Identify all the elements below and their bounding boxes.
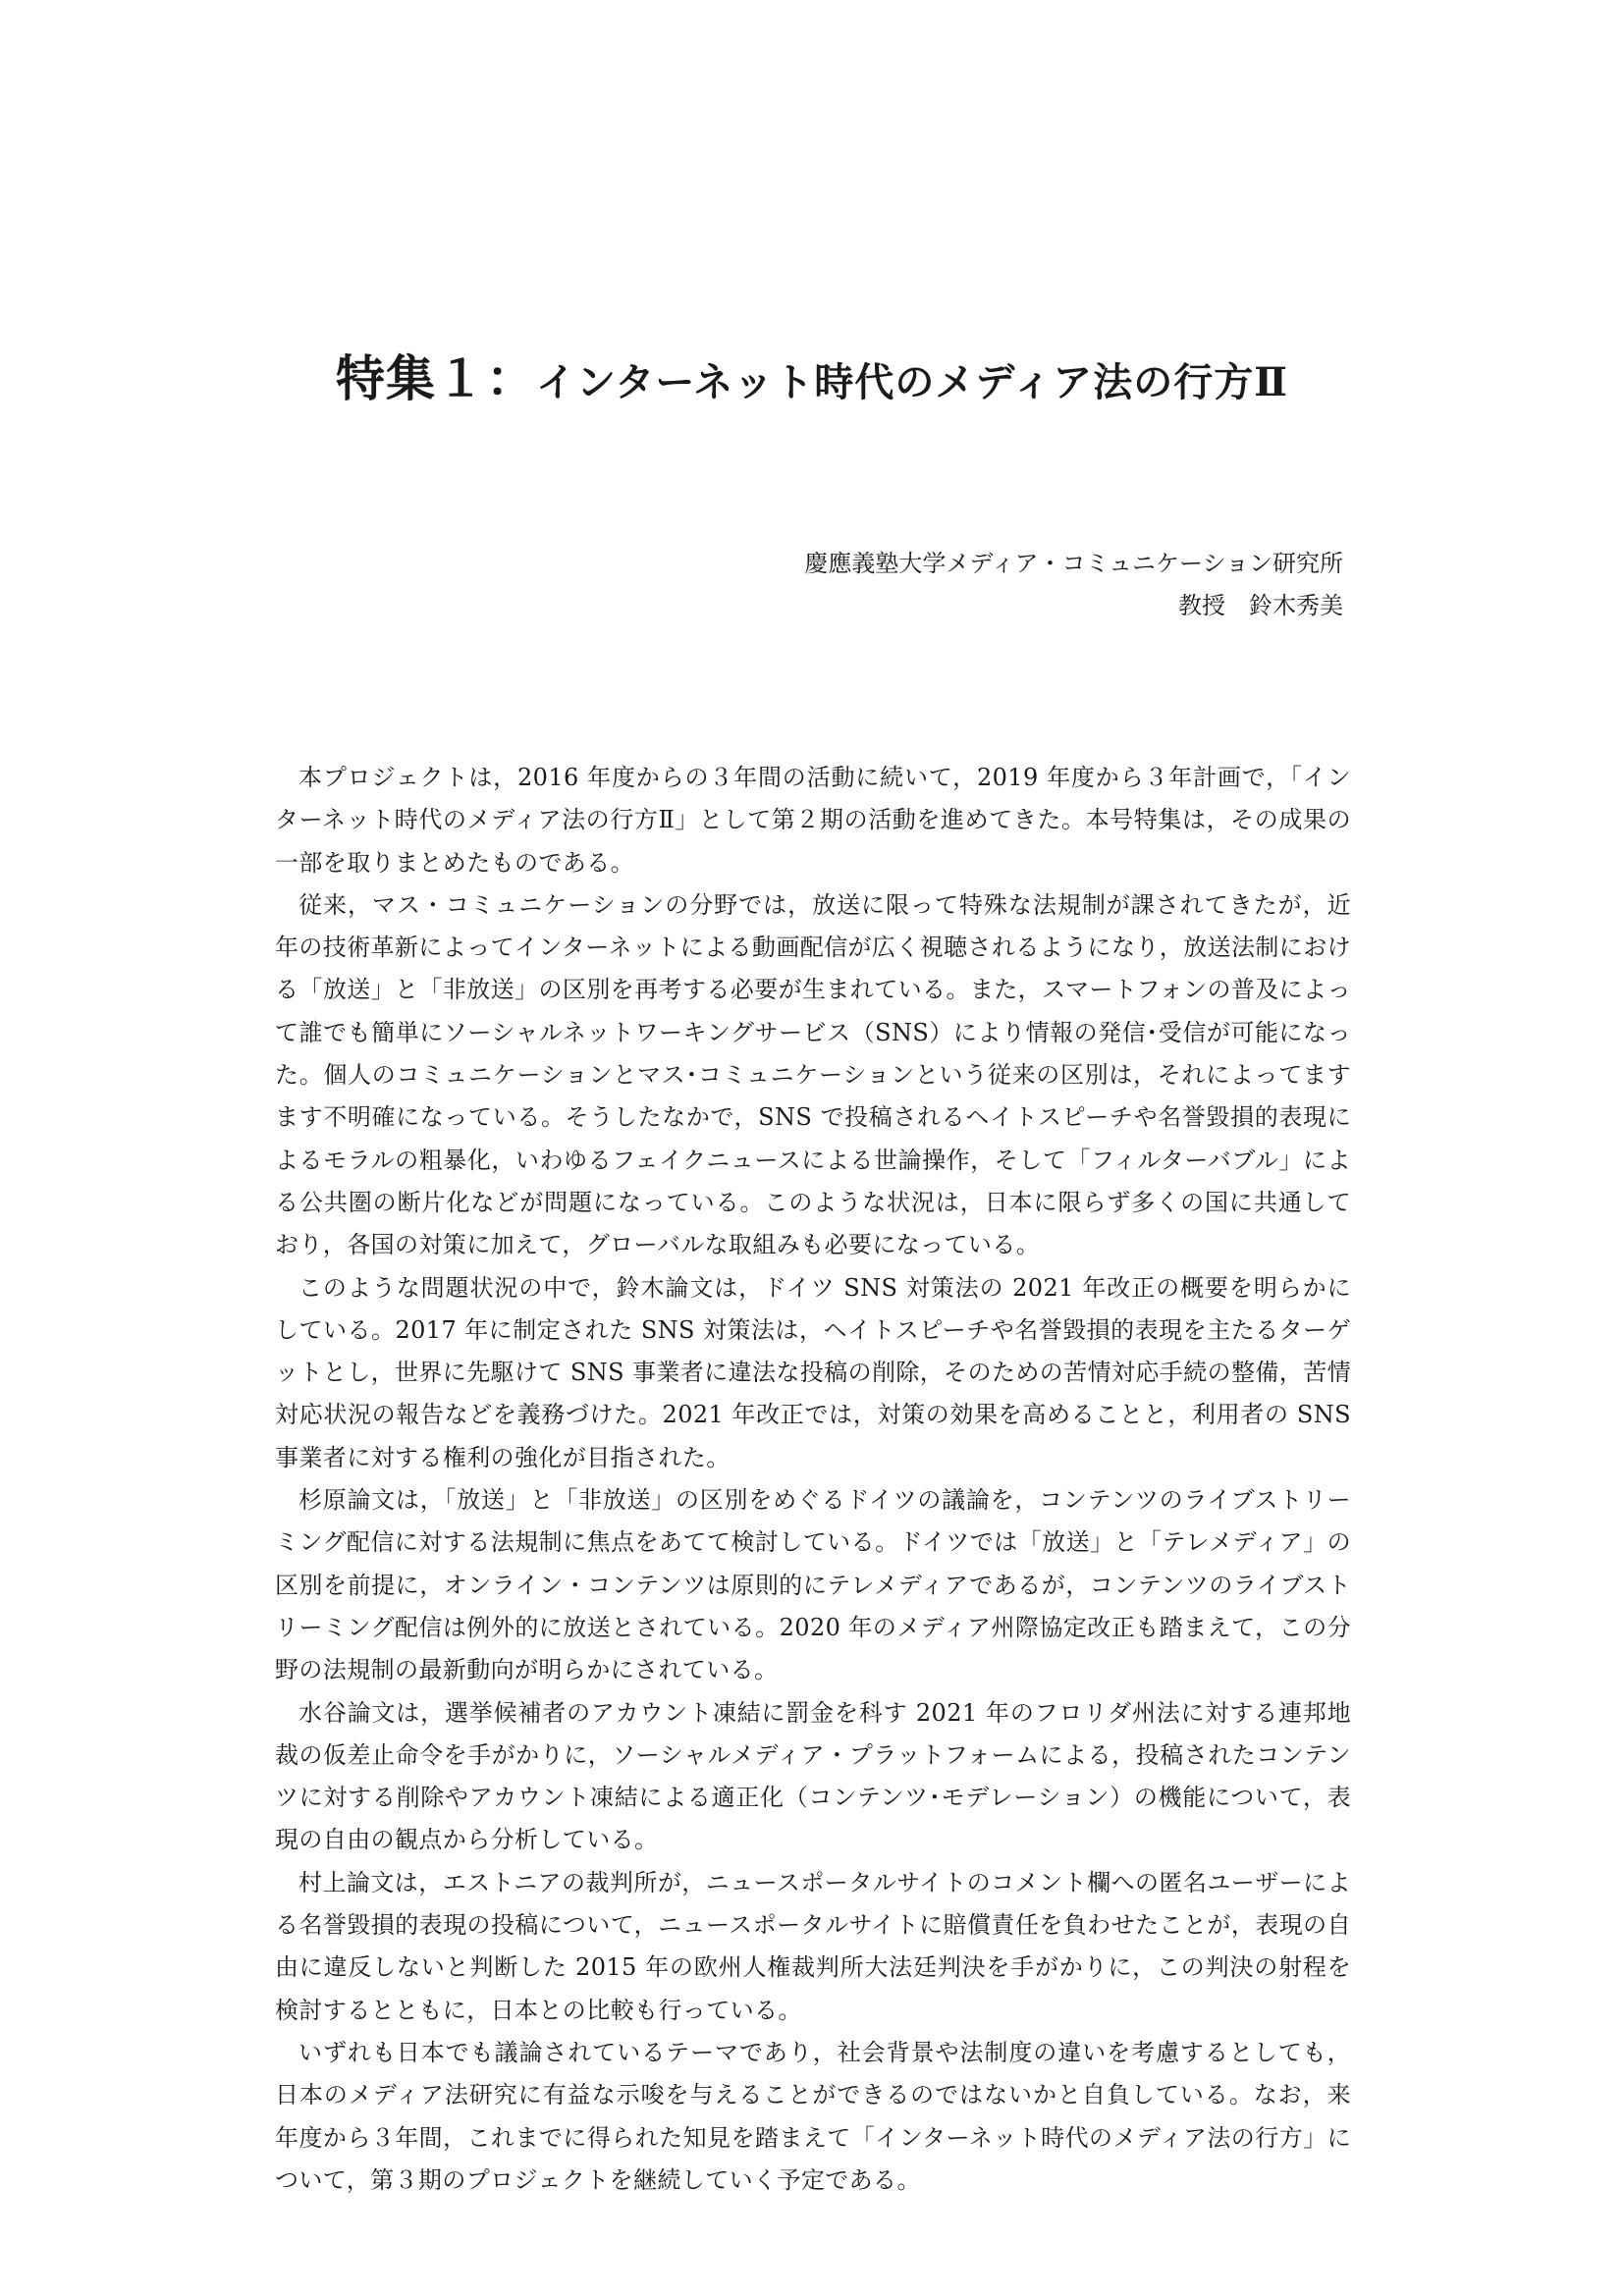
paragraph-murakami: 村上論文は，エストニアの裁判所が，ニュースポータルサイトのコメント欄への匿名ユーザーによる名誉毀損的表現の投稿について，ニュースポータルサイトに賠償責任を負わせたことが，表現の自由に違反しないと判断した 2015 年の欧州人権裁判所大法廷判決を手がかりに，この判決の射程を検討するとともに，日本との比較も行っている。 [275,1868,1351,2024]
article-body [275,757,1351,2202]
page-title [0,349,1624,408]
paragraph-background: 従来，マス・コミュニケーションの分野では，放送に限って特殊な法規制が課されてきたが，近年の技術革新によってインターネットによる動画配信が広く視聴されるようになり，放送法制における「放送」と「非放送」の区別を再考する必要が生まれている。また，スマートフォンの普及によって誰でも簡単にソーシャルネットワーキングサービス（SNS）により情報の発信･受信が可能になった。個人のコミュニケーションとマス･コミュニケーションという従来の区別は，それによってますます不明確になっている。そうしたなかで，SNS で投稿されるヘイトスピーチや名誉毀損的表現によるモラルの粗暴化，いわゆるフェイクニュースによる世論操作，そして「フィルターバブル」による公共圏の断片化などが問題になっている。このような状況は，日本に限らず多くの国に共通しており，各国の対策に加えて，グローバルな取組みも必要になっている。 [275,890,1351,1259]
paragraph-mizutani: 水谷論文は，選挙候補者のアカウント凍結に罰金を科す 2021 年のフロリダ州法に対する連邦地裁の仮差止命令を手がかりに，ソーシャルメディア・プラットフォームによる，投稿されたコンテンツに対する削除やアカウント凍結による適正化（コンテンツ･モデレーション）の機能について，表現の自由の観点から分析している。 [275,1698,1352,1854]
paragraph-conclusion: いずれも日本でも議論されているテーマであり，社会背景や法制度の違いを考慮するとしても，日本のメディア法研究に有益な示唆を与えることができるのではないかと自負している。なお，来年度から３年間，これまでに得られた知見を踏まえて「インターネット時代のメディア法の行方」について，第３期のプロジェクトを継続していく予定である。 [275,2038,1351,2194]
paragraph-intro: 本プロジェクトは，2016 年度からの３年間の活動に続いて，2019 年度から３年計画で，「インターネット時代のメディア法の行方Ⅱ」として第２期の活動を進めてきた。本号特集は，その成果の一部を取りまとめたものである。 [275,764,1351,877]
title-prefix: 特集１： [336,349,537,408]
paragraph-sugihara: 杉原論文は，「放送」と「非放送」の区別をめぐるドイツの議論を，コンテンツのライブストリーミング配信に対する法規制に焦点をあてて検討している。ドイツでは「放送」と「テレメディア」の区別を前提に，オンライン・コンテンツは原則的にテレメディアであるが，コンテンツのライブストリーミング配信は例外的に放送とされている。2020 年のメディア州際協定改正も踏まえて，この分野の法規制の最新動向が明らかにされている。 [275,1486,1351,1684]
title-main: インターネット時代のメディア法の行方Ⅱ [536,359,1288,406]
paragraph-suzuki: このような問題状況の中で，鈴木論文は，ドイツ SNS 対策法の 2021 年改正の概要を明らかにしている。2017 年に制定された SNS 対策法は，ヘイトスピーチや名誉毀損的表現を主たるターゲットとし，世界に先駆けて SNS 事業者に違法な投稿の削除，そのための苦情対応手続の整備，苦情対応状況の報告などを義務づけた。2021 年改正では，対策の効果を高めることと，利用者の SNS 事業者に対する権利の強化が目指された。 [275,1273,1351,1471]
author-block [804,543,1343,627]
author-affiliation: 慶應義塾大学メディア・コミュニケーション研究所 [804,550,1343,577]
author-name: 教授 鈴木秀美 [1178,592,1343,619]
